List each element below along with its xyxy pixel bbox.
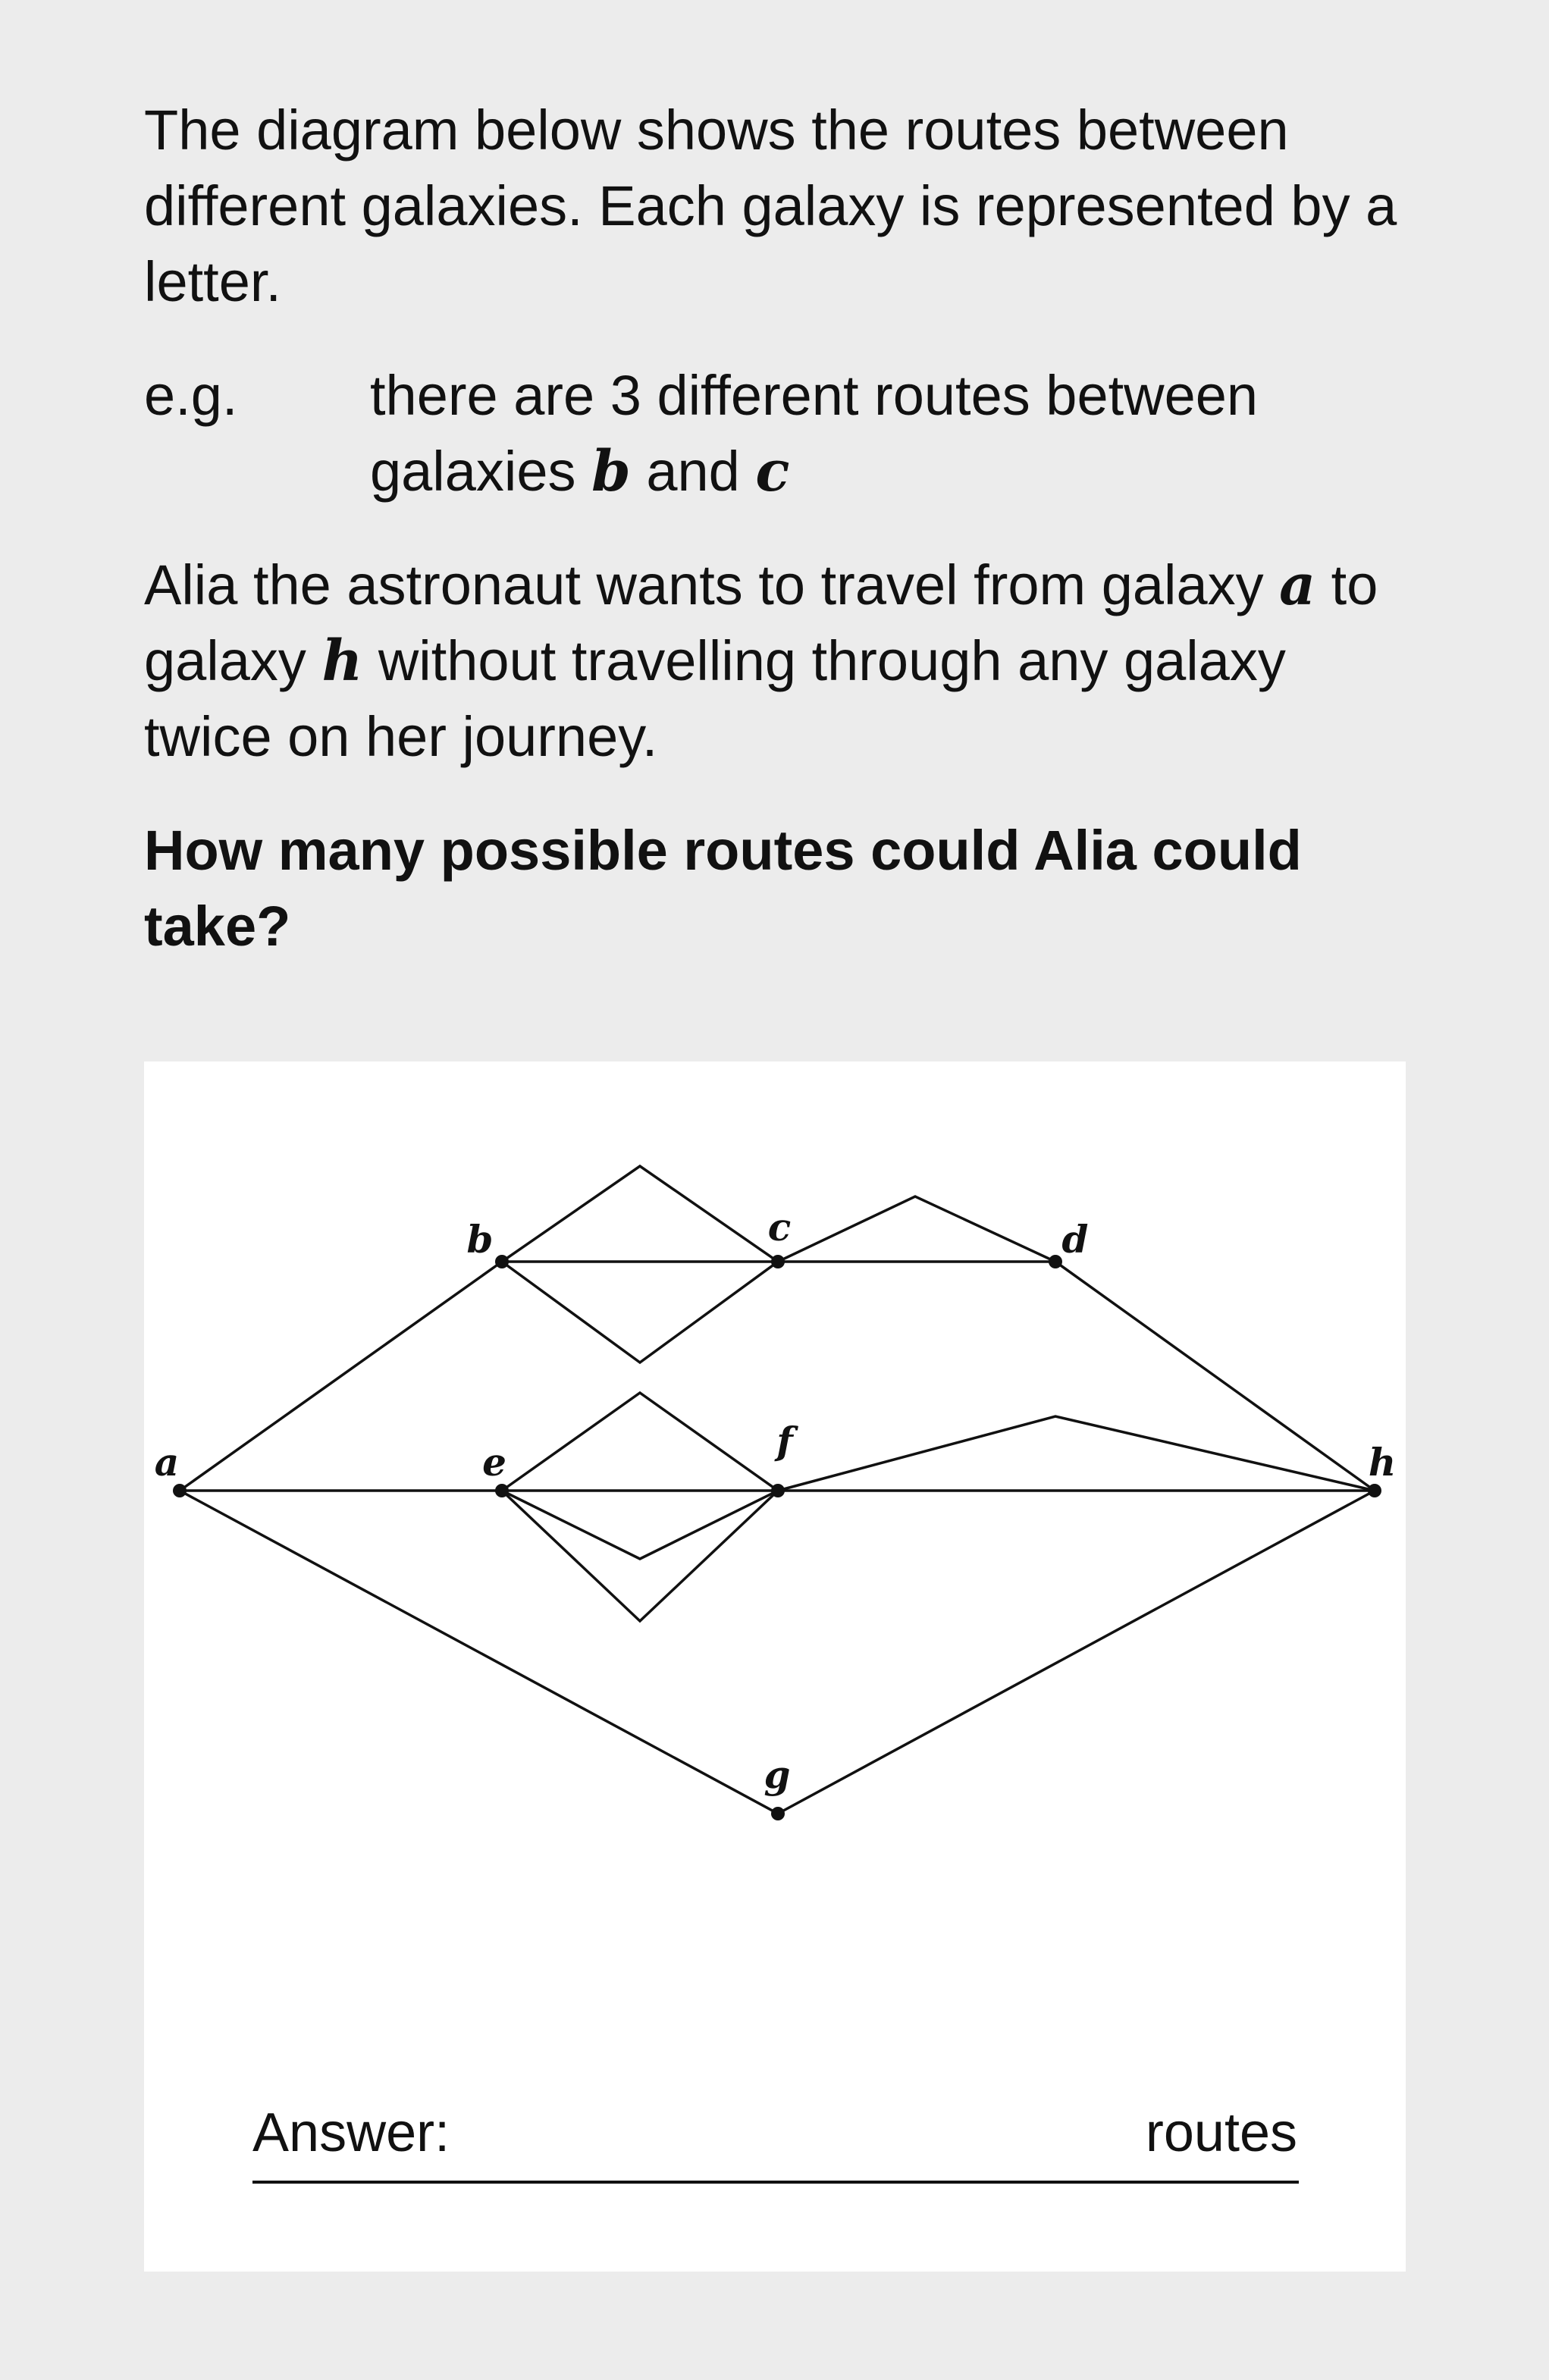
node-g-dot — [771, 1807, 785, 1820]
route-a-g — [180, 1491, 778, 1814]
node-b-label: b — [466, 1217, 494, 1262]
diagram-panel — [144, 1061, 1406, 2272]
node-c-label: c — [767, 1205, 792, 1250]
example-text-start: there are 3 different routes between galaxies — [370, 364, 1259, 503]
scenario-part2: to galaxy — [144, 553, 1378, 692]
node-c-dot — [771, 1255, 785, 1268]
example-text-mid: and — [630, 440, 756, 503]
scenario-var-h: h — [321, 629, 363, 694]
node-f-dot — [771, 1484, 785, 1497]
node-h-dot — [1368, 1484, 1381, 1497]
route-c-d-upper — [778, 1196, 1055, 1262]
scenario-part3: without travelling through any galaxy twice on her journey. — [144, 629, 1286, 768]
example-var-c: c — [755, 439, 790, 504]
scenario-part1: Alia the astronaut wants to travel from galaxy — [144, 553, 1280, 616]
route-e-f-upper — [502, 1393, 778, 1491]
scenario-var-a: a — [1279, 553, 1316, 618]
route-b-c-upper — [502, 1166, 778, 1262]
node-a-label: a — [154, 1440, 180, 1485]
route-d-h — [1055, 1262, 1375, 1491]
example-var-b: b — [591, 439, 631, 504]
node-d-dot — [1049, 1255, 1062, 1268]
node-f-label: f — [776, 1419, 793, 1463]
galaxy-route-diagram — [144, 1061, 1406, 2047]
intro-text: The diagram below shows the routes between different galaxies. Each galaxy is represented by a letter. — [144, 99, 1397, 313]
node-d-label: d — [1061, 1217, 1089, 1262]
node-b-dot — [495, 1255, 509, 1268]
route-a-b — [180, 1262, 502, 1491]
example-text — [370, 358, 1431, 510]
node-e-label: e — [482, 1440, 506, 1485]
answer-label: Answer: — [252, 2102, 450, 2163]
answer-field[interactable] — [252, 2181, 1299, 2184]
route-g-h — [778, 1491, 1375, 1814]
node-h-label: h — [1368, 1440, 1397, 1485]
scenario-text — [144, 547, 1418, 775]
answer-unit: routes — [1145, 2102, 1297, 2163]
route-b-c-lower — [502, 1262, 778, 1362]
question-text: How many possible routes could Alia could take? — [144, 819, 1302, 958]
node-e-dot — [495, 1484, 509, 1497]
node-a-dot — [173, 1484, 187, 1497]
route-e-f-lower-inner — [502, 1491, 778, 1559]
example-label: e.g. — [144, 364, 238, 427]
node-g-label: g — [764, 1752, 791, 1797]
